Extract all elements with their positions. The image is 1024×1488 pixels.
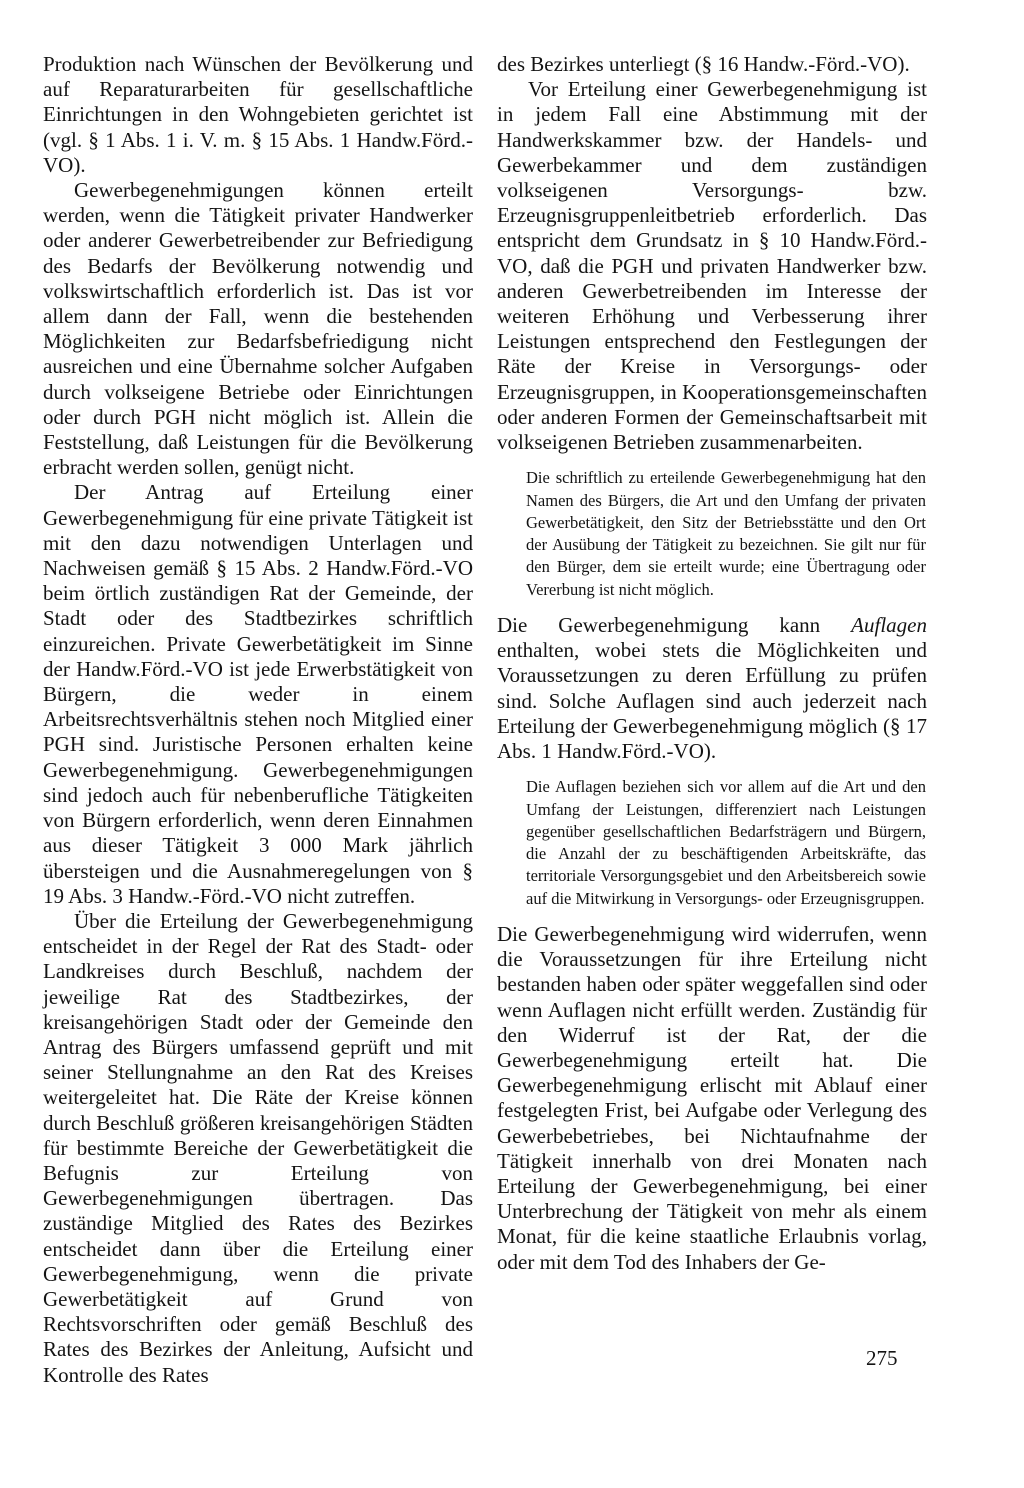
left-paragraph-4: Über die Erteilung der Gewerbegenehmigung entscheidet in der Regel der Rat des Stadt- oder Landkreises durch Beschluß, nachdem der jeweilige Rat des Stadtbezirkes, der kreisangehörigen Stadt oder der Gemeinde den Antrag des Bürgers umfassend geprüft und mit seiner Stellungnahme an den Rat des Kreises weitergeleitet hat. Die Räte der Kreise können durch Beschluß größeren kreisangehörigen Städten für bestimmte Bereiche der Gewerbetätigkeit die Befugnis zur Erteilung von Gewerbegenehmigungen übertragen. Das zuständige Mitglied des Rates des Bezirkes entscheidet dann über die Erteilung einer Gewerbegenehmigung, wenn die private Gewerbetätigkeit auf Grund von Rechtsvorschriften oder gemäß Beschluß des Rates des Bezirkes der Anleitung, Aufsicht und Kontrolle des Rates [43,908,473,1387]
right-column [497,52,927,1275]
right-paragraph-3 [497,613,927,764]
right-paragraph-1: des Bezirkes unterliegt (§ 16 Handw.-Förd.-VO). [497,52,910,76]
page-number: 275 [866,1346,898,1370]
auflagen-emphasis: Auflagen [851,613,927,638]
note-permit-content: Die schriftlich zu erteilende Gewerbegenehmigung hat den Namen des Bürgers, die Art und den Umfang der privaten Gewerbetätigkeit, den Sitz der Betriebsstätte und den Ort der Ausübung der Tätigkeit zu bezeichnen. Sie gilt nur für den Bürger, dem sie erteilt wurde; eine Übertragung oder Vererbung ist nicht möglich. [526,468,926,599]
left-paragraph-2: Gewerbegenehmigungen können erteilt werden, wenn die Tätigkeit privater Handwerker oder anderer Gewerbetreibender zur Befriedigung des Bedarfs der Bevölkerung notwendig und volkswirtschaftlich erforderlich ist. Das ist vor allem dann der Fall, wenn die bestehenden Möglichkeiten zur Bedarfsbefriedigung nicht ausreichen und eine Übernahme solcher Aufgaben durch volkseigene Betriebe oder Einrichtungen oder durch PGH nicht möglich ist. Allein die Feststellung, daß Leistungen für die Bevölkerung erbracht werden sollen, genügt nicht. [43,178,473,480]
right-paragraph-4: Die Gewerbegenehmigung wird widerrufen, wenn die Voraussetzungen für ihre Erteilung nicht bestanden haben oder später weggefallen sind oder wenn Auflagen nicht erfüllt werden. Zuständig für den Widerruf ist der Rat, der die Gewerbegenehmigung erteilt hat. Die Gewerbegenehmigung erlischt mit Ablauf einer festgelegten Frist, bei Aufgabe oder Verlegung des Gewerbebetriebes, bei Nichtaufnahme der Tätigkeit innerhalb von drei Monaten nach Erteilung der Gewerbegenehmigung, bei einer Unterbrechung der Tätigkeit von mehr als einem Monat, für die keine staatliche Erlaubnis vorlag, oder mit dem Tod des Inhabers der Ge- [497,922,927,1274]
right-paragraph-2: Vor Erteilung einer Gewerbegenehmigung ist in jedem Fall eine Abstimmung mit der Handwerkskammer bzw. der Handels- und Gewerbekammer und dem zuständigen volkseigenen Versorgungs- bzw. Erzeugnisgruppenleitbetrieb erforderlich. Das entspricht dem Grundsatz in § 10 Handw.Förd.-VO, daß die PGH und privaten Handwerker bzw. anderen Gewerbetreibenden im Interesse der weiteren Erhöhung und Verbesserung ihrer Leistungen entsprechend den Festlegungen der Räte der Kreise in Versorgungs- oder Erzeugnisgruppen, in Kooperationsgemeinschaften oder anderen Formen der Gemeinschaftsarbeit mit volkseigenen Betrieben zusammenarbeiten. [497,77,927,455]
left-paragraph-3: Der Antrag auf Erteilung einer Gewerbegenehmigung für eine private Tätigkeit ist mit den dazu notwendigen Unterlagen und Nachweisen gemäß § 15 Abs. 2 Handw.Förd.-VO beim örtlich zuständigen Rat der Gemeinde, der Stadt oder des Stadtbezirkes schriftlich einzureichen. Private Gewerbetätigkeit im Sinne der Handw.Förd.-VO ist jede Erwerbstätigkeit von Bürgern, die weder in einem Arbeitsrechtsverhältnis stehen noch Mitglied einer PGH sind. Juristische Personen erhalten keine Gewerbegenehmigung. Gewerbegenehmigungen sind jedoch auch für nebenberufliche Tätigkeiten von Bürgern erforderlich, wenn deren Einnahmen aus dieser Tätigkeit 3 000 Mark jährlich übersteigen und die Ausnahmeregelungen von § 19 Abs. 3 Handw.-Förd.-VO nicht zutreffen. [43,480,473,908]
auflagen-text-after: enthalten, wobei stets die Möglichkeiten und Voraussetzungen zu deren Erfüllung zu prüfen sind. Solche Auflagen sind auch jederzeit nach Erteilung der Gewerbegenehmigung möglich (§ 17 Abs. 1 Handw.Förd.-VO). [497,638,927,764]
note-auflagen-content: Die Auflagen beziehen sich vor allem auf die Art und den Umfang der Leistungen, differenziert nach Leistungen gegenüber gesellschaftlichen Bedarfsträgern und Bürgern, die Anzahl der zu beschäftigenden Arbeitskräfte, das territoriale Versorgungsgebiet und den Arbeitsbereich sowie auf die Mitwirkung in Versorgungs- oder Erzeugnisgruppen. [526,777,926,908]
left-paragraph-1: Produktion nach Wünschen der Bevölkerung und auf Reparaturarbeiten für gesellschaftliche Einrichtungen in den Wohngebieten gerichtet ist (vgl. § 1 Abs. 1 i. V. m. § 15 Abs. 1 Handw.Förd.-VO). [43,52,473,177]
auflagen-text-before: Die Gewerbegenehmigung kann [497,613,852,638]
left-column [43,52,473,1388]
